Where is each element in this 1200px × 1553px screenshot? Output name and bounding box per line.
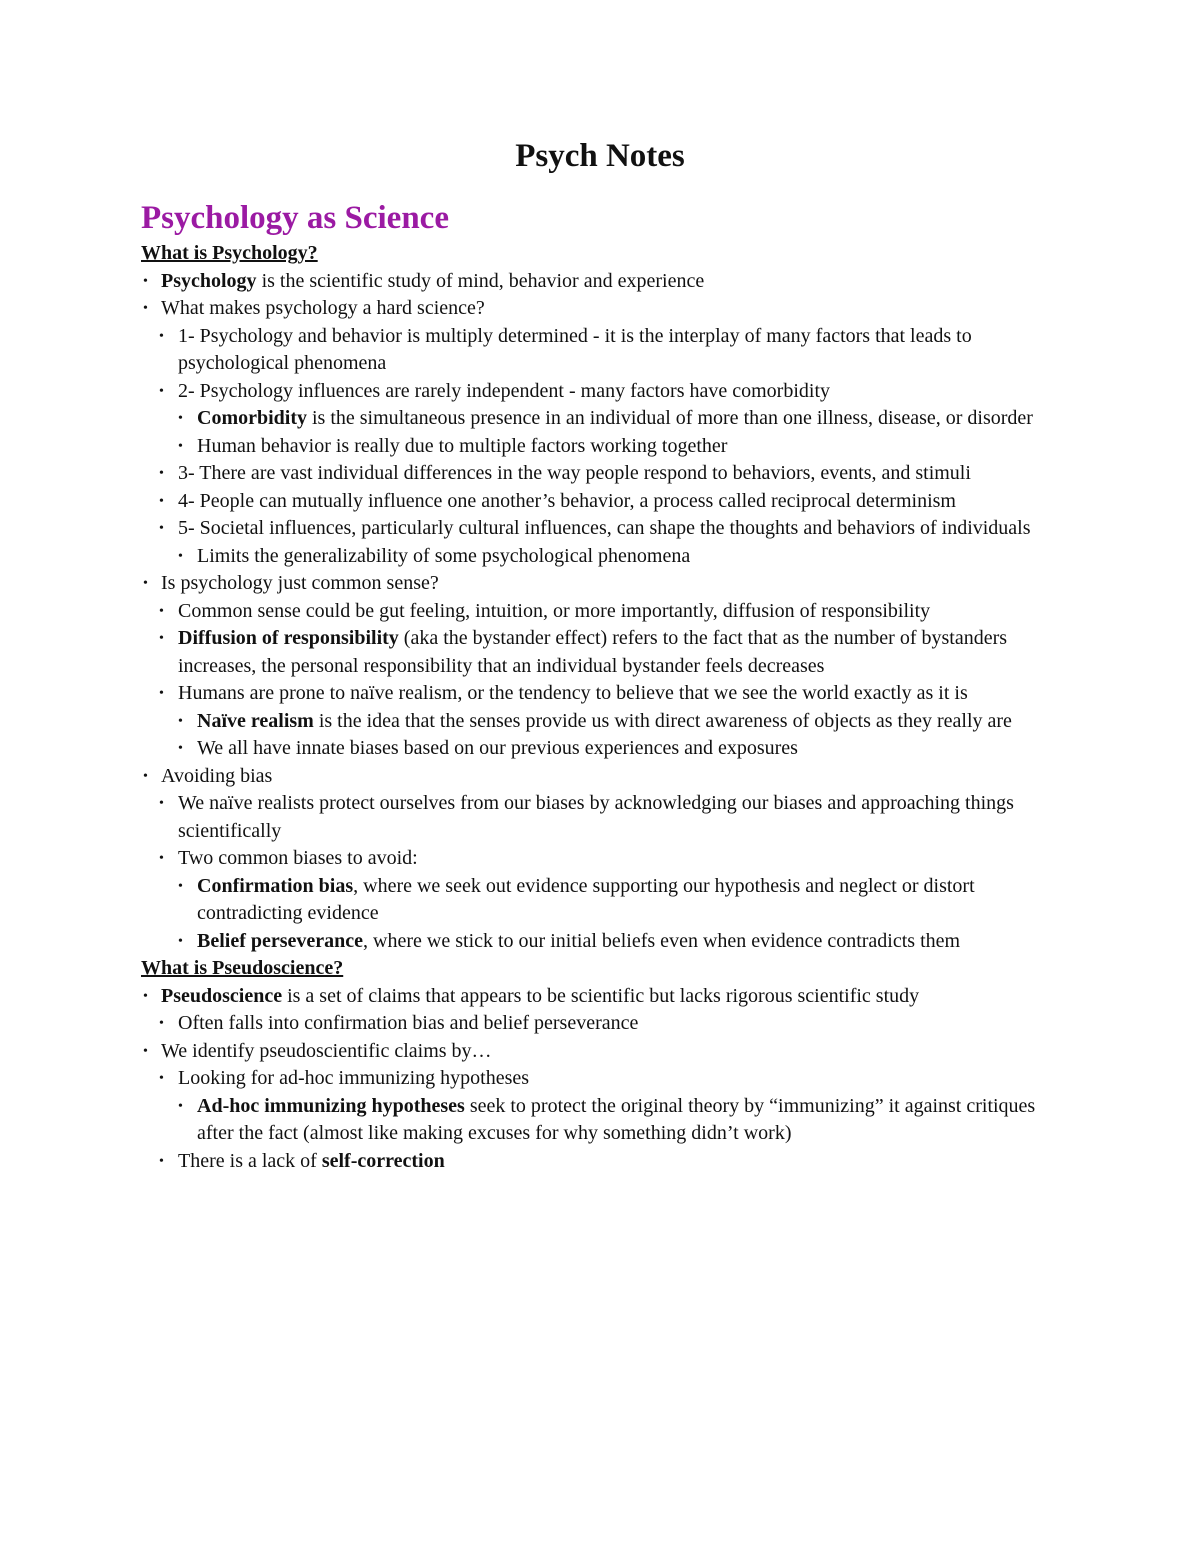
item-text: is the idea that the senses provide us with direct awareness of objects as they really are bbox=[313, 709, 1012, 732]
item-text: Human behavior is really due to multiple factors working together bbox=[197, 434, 728, 457]
term: Naïve realism bbox=[197, 709, 314, 732]
list-item: • Confirmation bias, where we seek out evidence supporting our hypothesis and neglect or distort contradicting evidence bbox=[178, 874, 975, 924]
list-item: • Common sense could be gut feeling, intuition, or more importantly, diffusion of responsibility bbox=[159, 599, 931, 622]
list-item: • Belief perseverance, where we stick to our initial beliefs even when evidence contradicts them bbox=[178, 929, 961, 952]
item-text: Looking for ad-hoc immunizing hypotheses bbox=[178, 1067, 530, 1089]
item-text: , where we seek out evidence supporting our hypothesis and neglect or distort contradicting evidence bbox=[197, 874, 975, 924]
section-heading: Psychology as Science bbox=[141, 200, 449, 236]
list-item: • Two common biases to avoid: bbox=[159, 847, 418, 869]
term: Confirmation bias bbox=[197, 874, 354, 897]
item-text: We naïve realists protect ourselves from our biases by acknowledging our biases and approaching things scientifically bbox=[178, 792, 1014, 842]
item-text: 1- Psychology and behavior is multiply determined - it is the interplay of many factors that leads to psychological phenomena bbox=[178, 324, 972, 374]
term: self-correction bbox=[321, 1149, 445, 1172]
item-text: Often falls into confirmation bias and belief perseverance bbox=[178, 1012, 639, 1034]
list-item: • Pseudoscience is a set of claims that appears to be scientific but lacks rigorous scientific study bbox=[143, 984, 920, 1007]
item-text: is the scientific study of mind, behavior and experience bbox=[256, 269, 705, 292]
item-text: seek to protect the original theory by “immunizing” it against critiques after the fact (almost like making excuses for why something didn’t work) bbox=[197, 1094, 1036, 1144]
item-text: We identify pseudoscientific claims by… bbox=[161, 1039, 492, 1062]
item-text: is the simultaneous presence in an individual of more than one illness, disease, or disorder bbox=[307, 407, 1033, 429]
list-item: • Humans are prone to naïve realism, or the tendency to believe that we see the world exactly as it is bbox=[159, 682, 968, 704]
term: Comorbidity bbox=[197, 407, 307, 429]
item-text: , where we stick to our initial beliefs even when evidence contradicts them bbox=[363, 929, 961, 952]
list-item: • We naïve realists protect ourselves from our biases by acknowledging our biases and approaching things scientifically bbox=[159, 792, 1014, 842]
document-title: Psych Notes bbox=[515, 138, 685, 174]
list-item: • Looking for ad-hoc immunizing hypotheses bbox=[159, 1067, 530, 1089]
item-text: (aka the bystander effect) refers to the fact that as the number of bystanders increases, the personal responsibility that an individual bystander feels decreases bbox=[178, 627, 1008, 677]
list-item: • Human behavior is really due to multiple factors working together bbox=[178, 434, 728, 457]
list-item: • Comorbidity is the simultaneous presence in an individual of more than one illness, disease, or disorder bbox=[178, 407, 1033, 429]
item-text: Two common biases to avoid: bbox=[178, 847, 418, 869]
item-text: 2- Psychology influences are rarely independent - many factors have comorbidity bbox=[178, 379, 831, 402]
item-text: Common sense could be gut feeling, intuition, or more importantly, diffusion of responsibility bbox=[178, 599, 931, 622]
list-item: • Ad-hoc immunizing hypotheses seek to protect the original theory by “immunizing” it against critiques after the fact (almost like making excuses for why something didn’t work) bbox=[178, 1094, 1036, 1144]
list-item: • Diffusion of responsibility (aka the bystander effect) refers to the fact that as the number of bystanders increases, the personal responsibility that an individual bystander feels decreases bbox=[159, 627, 1008, 677]
list-item: • 4- People can mutually influence one another’s behavior, a process called reciprocal determinism bbox=[159, 489, 956, 512]
list-item: • There is a lack of self-correction bbox=[159, 1149, 445, 1172]
list-item: • 2- Psychology influences are rarely independent - many factors have comorbidity bbox=[159, 379, 831, 402]
list-item: • 5- Societal influences, particularly cultural influences, can shape the thoughts and behaviors of individuals bbox=[159, 517, 1031, 539]
list-item: • We identify pseudoscientific claims by… bbox=[143, 1039, 492, 1062]
subheading: What is Psychology? bbox=[141, 242, 318, 264]
list-item: • Naïve realism is the idea that the senses provide us with direct awareness of objects as they really are bbox=[178, 709, 1012, 732]
list-item: • Often falls into confirmation bias and belief perseverance bbox=[159, 1012, 639, 1034]
term: Ad-hoc immunizing hypotheses bbox=[197, 1094, 465, 1117]
term: Psychology bbox=[161, 269, 257, 292]
list-item: • Avoiding bias bbox=[143, 764, 273, 787]
list-item: • Limits the generalizability of some psychological phenomena bbox=[178, 544, 691, 567]
term: Diffusion of responsibility bbox=[178, 627, 399, 649]
item-text: Humans are prone to naïve realism, or the tendency to believe that we see the world exactly as it is bbox=[178, 682, 968, 704]
item-text: We all have innate biases based on our previous experiences and exposures bbox=[197, 737, 798, 759]
term: Pseudoscience bbox=[161, 984, 283, 1007]
item-text: There is a lack of bbox=[178, 1149, 322, 1172]
list-item: • 3- There are vast individual differences in the way people respond to behaviors, events, and stimuli bbox=[159, 462, 971, 484]
item-text: 3- There are vast individual differences in the way people respond to behaviors, events, and stimuli bbox=[178, 462, 971, 484]
list-item: • 1- Psychology and behavior is multiply determined - it is the interplay of many factors that leads to psychological phenomena bbox=[159, 324, 972, 374]
item-text: Is psychology just common sense? bbox=[161, 572, 439, 594]
term: Belief perseverance bbox=[197, 929, 364, 952]
item-text: 4- People can mutually influence one another’s behavior, a process called reciprocal determinism bbox=[178, 489, 956, 512]
list-item: • What makes psychology a hard science? bbox=[143, 297, 485, 319]
notes-body bbox=[141, 240, 1076, 1175]
list-item: • We all have innate biases based on our previous experiences and exposures bbox=[178, 737, 798, 759]
list-item: • Is psychology just common sense? bbox=[143, 572, 439, 594]
item-text: Avoiding bias bbox=[161, 764, 273, 787]
list-item: • Psychology is the scientific study of mind, behavior and experience bbox=[143, 269, 705, 292]
item-text: 5- Societal influences, particularly cultural influences, can shape the thoughts and behaviors of individuals bbox=[178, 517, 1031, 539]
subheading: What is Pseudoscience? bbox=[141, 957, 344, 979]
item-text: What makes psychology a hard science? bbox=[161, 297, 485, 319]
item-text: is a set of claims that appears to be scientific but lacks rigorous scientific study bbox=[282, 984, 920, 1007]
item-text: Limits the generalizability of some psychological phenomena bbox=[197, 544, 691, 567]
